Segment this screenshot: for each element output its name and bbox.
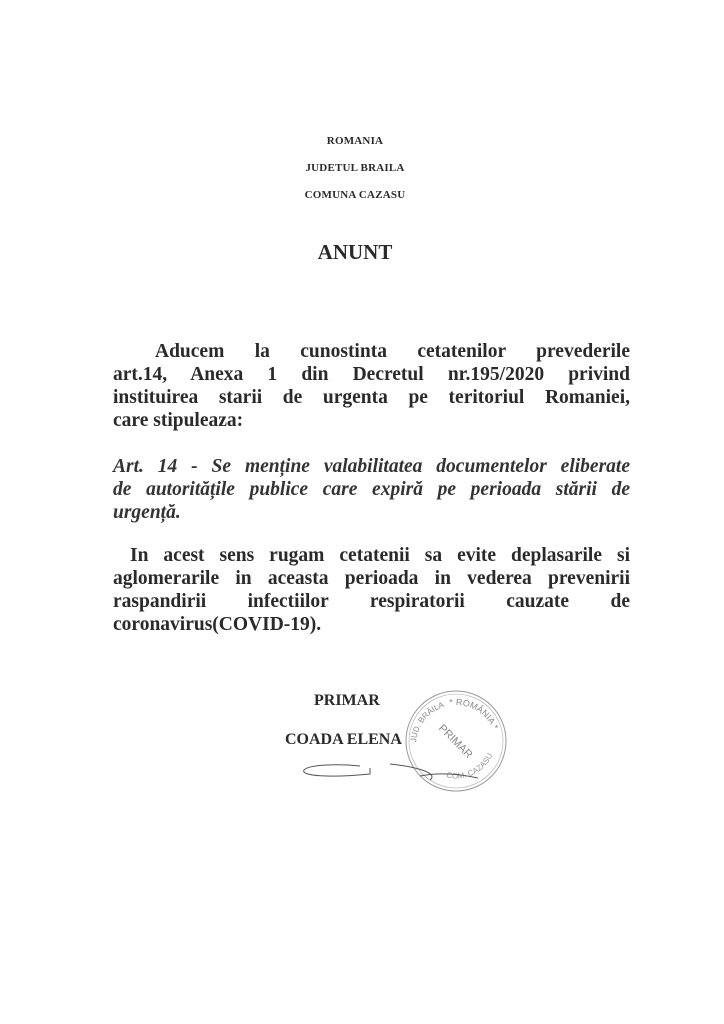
- svg-text:PRIMAR: PRIMAR: [435, 722, 475, 762]
- document-title: ANUNT: [317, 240, 393, 264]
- svg-text:COM. CAZASU: COM. CAZASU: [445, 751, 495, 781]
- header-commune: COMUNA CAZASU: [304, 189, 406, 201]
- stamp-top-text: * ROMÂNIA *: [448, 696, 501, 731]
- signature-name: COADA ELENA: [285, 731, 402, 748]
- text-line: raspandirii infectiilor respiratorii cauzate de: [113, 591, 630, 612]
- text-line: coronavirus(COVID-19).: [113, 614, 322, 635]
- header-county: JUDETUL BRAILA: [305, 162, 405, 174]
- text-line: aglomerarile in aceasta perioada in vederea prevenirii: [113, 568, 630, 589]
- text-line: art.14, Anexa 1 din Decretul nr.195/2020 privind: [113, 364, 630, 385]
- header-country: ROMANIA: [326, 135, 384, 147]
- signature-role: PRIMAR: [314, 692, 380, 709]
- text-line: instituirea starii de urgenta pe teritoriul Romaniei,: [113, 387, 630, 408]
- handwritten-signature: [300, 752, 500, 792]
- text-line: urgență.: [113, 502, 181, 523]
- text-line: Art. 14 - Se menține valabilitatea documentelor eliberate: [113, 456, 630, 477]
- text-line: de autoritățile publice care expiră pe perioada stării de: [113, 479, 630, 500]
- text-line: care stipuleaza:: [113, 410, 244, 431]
- svg-text:JUD. BRĂILA: JUD. BRĂILA: [409, 700, 446, 743]
- text-line: Aducem la cunostinta cetatenilor prevederile: [155, 341, 630, 362]
- text-line: In acest sens rugam cetatenii sa evite deplasarile si: [130, 545, 630, 566]
